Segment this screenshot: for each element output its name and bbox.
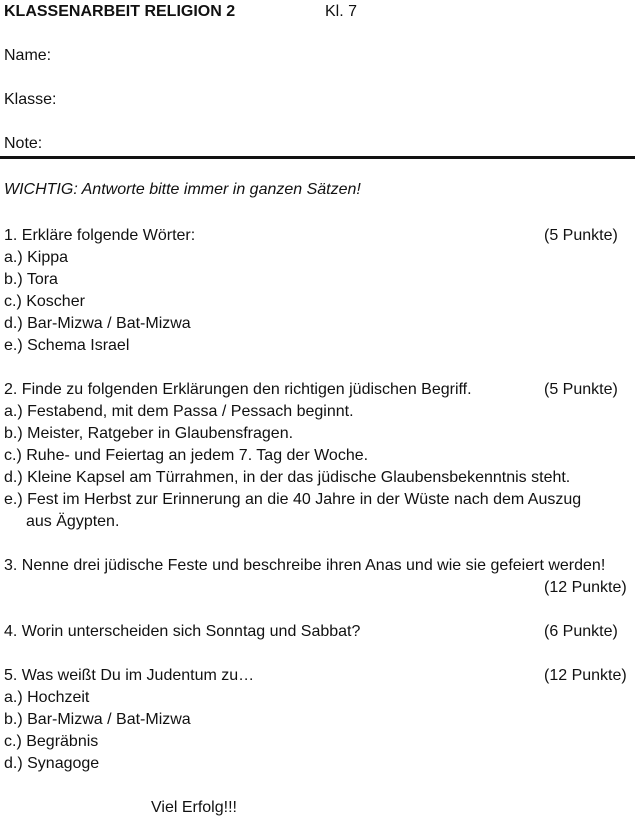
task-1-points: (5 Punkte) — [544, 227, 618, 244]
task-2-item-e-continuation: aus Ägypten. — [26, 513, 120, 530]
task-1-item-a: a.) Kippa — [4, 249, 69, 266]
task-2-item-c: c.) Ruhe- und Feiertag an jedem 7. Tag der Woche. — [4, 447, 369, 464]
instruction-notice: WICHTIG: Antworte bitte immer in ganzen Sätzen! — [4, 181, 361, 198]
task-5-item-c: c.) Begräbnis — [4, 733, 99, 750]
task-4-question: 4. Worin unterscheiden sich Sonntag und Sabbat? — [4, 623, 361, 640]
task-1-item-b: b.) Tora — [4, 271, 58, 288]
header-divider — [0, 156, 635, 159]
task-5-item-b: b.) Bar-Mizwa / Bat-Mizwa — [4, 711, 191, 728]
task-1-item-e: e.) Schema Israel — [4, 337, 130, 354]
name-field-label: Name: — [4, 47, 52, 64]
task-1-item-c: c.) Koscher — [4, 293, 85, 310]
task-2-item-d: d.) Kleine Kapsel am Türrahmen, in der das jüdische Glaubensbekenntnis steht. — [4, 469, 571, 486]
task-2-item-a: a.) Festabend, mit dem Passa / Pessach beginnt. — [4, 403, 354, 420]
class-field-label: Klasse: — [4, 91, 57, 108]
task-2-item-b: b.) Meister, Ratgeber in Glaubensfragen. — [4, 425, 294, 442]
task-5-question: 5. Was weißt Du im Judentum zu… — [4, 667, 255, 684]
task-1-item-d: d.) Bar-Mizwa / Bat-Mizwa — [4, 315, 191, 332]
grade-level: Kl. 7 — [325, 3, 358, 20]
task-3-question: 3. Nenne drei jüdische Feste und beschreibe ihren Anas und wie sie gefeiert werden! — [4, 557, 606, 574]
exam-title: KLASSENARBEIT RELIGION 2 — [4, 3, 236, 20]
task-3-points: (12 Punkte) — [544, 579, 627, 596]
task-2-question: 2. Finde zu folgenden Erklärungen den richtigen jüdischen Begriff. — [4, 381, 472, 398]
grade-field-label: Note: — [4, 135, 43, 152]
task-4-points: (6 Punkte) — [544, 623, 618, 640]
task-5-points: (12 Punkte) — [544, 667, 627, 684]
task-2-item-e: e.) Fest im Herbst zur Erinnerung an die 40 Jahre in der Wüste nach dem Auszug — [4, 491, 582, 508]
task-2-points: (5 Punkte) — [544, 381, 618, 398]
closing-message: Viel Erfolg!!! — [151, 799, 237, 816]
task-5-item-d: d.) Synagoge — [4, 755, 100, 772]
task-5-item-a: a.) Hochzeit — [4, 689, 90, 706]
task-1-question: 1. Erkläre folgende Wörter: — [4, 227, 196, 244]
